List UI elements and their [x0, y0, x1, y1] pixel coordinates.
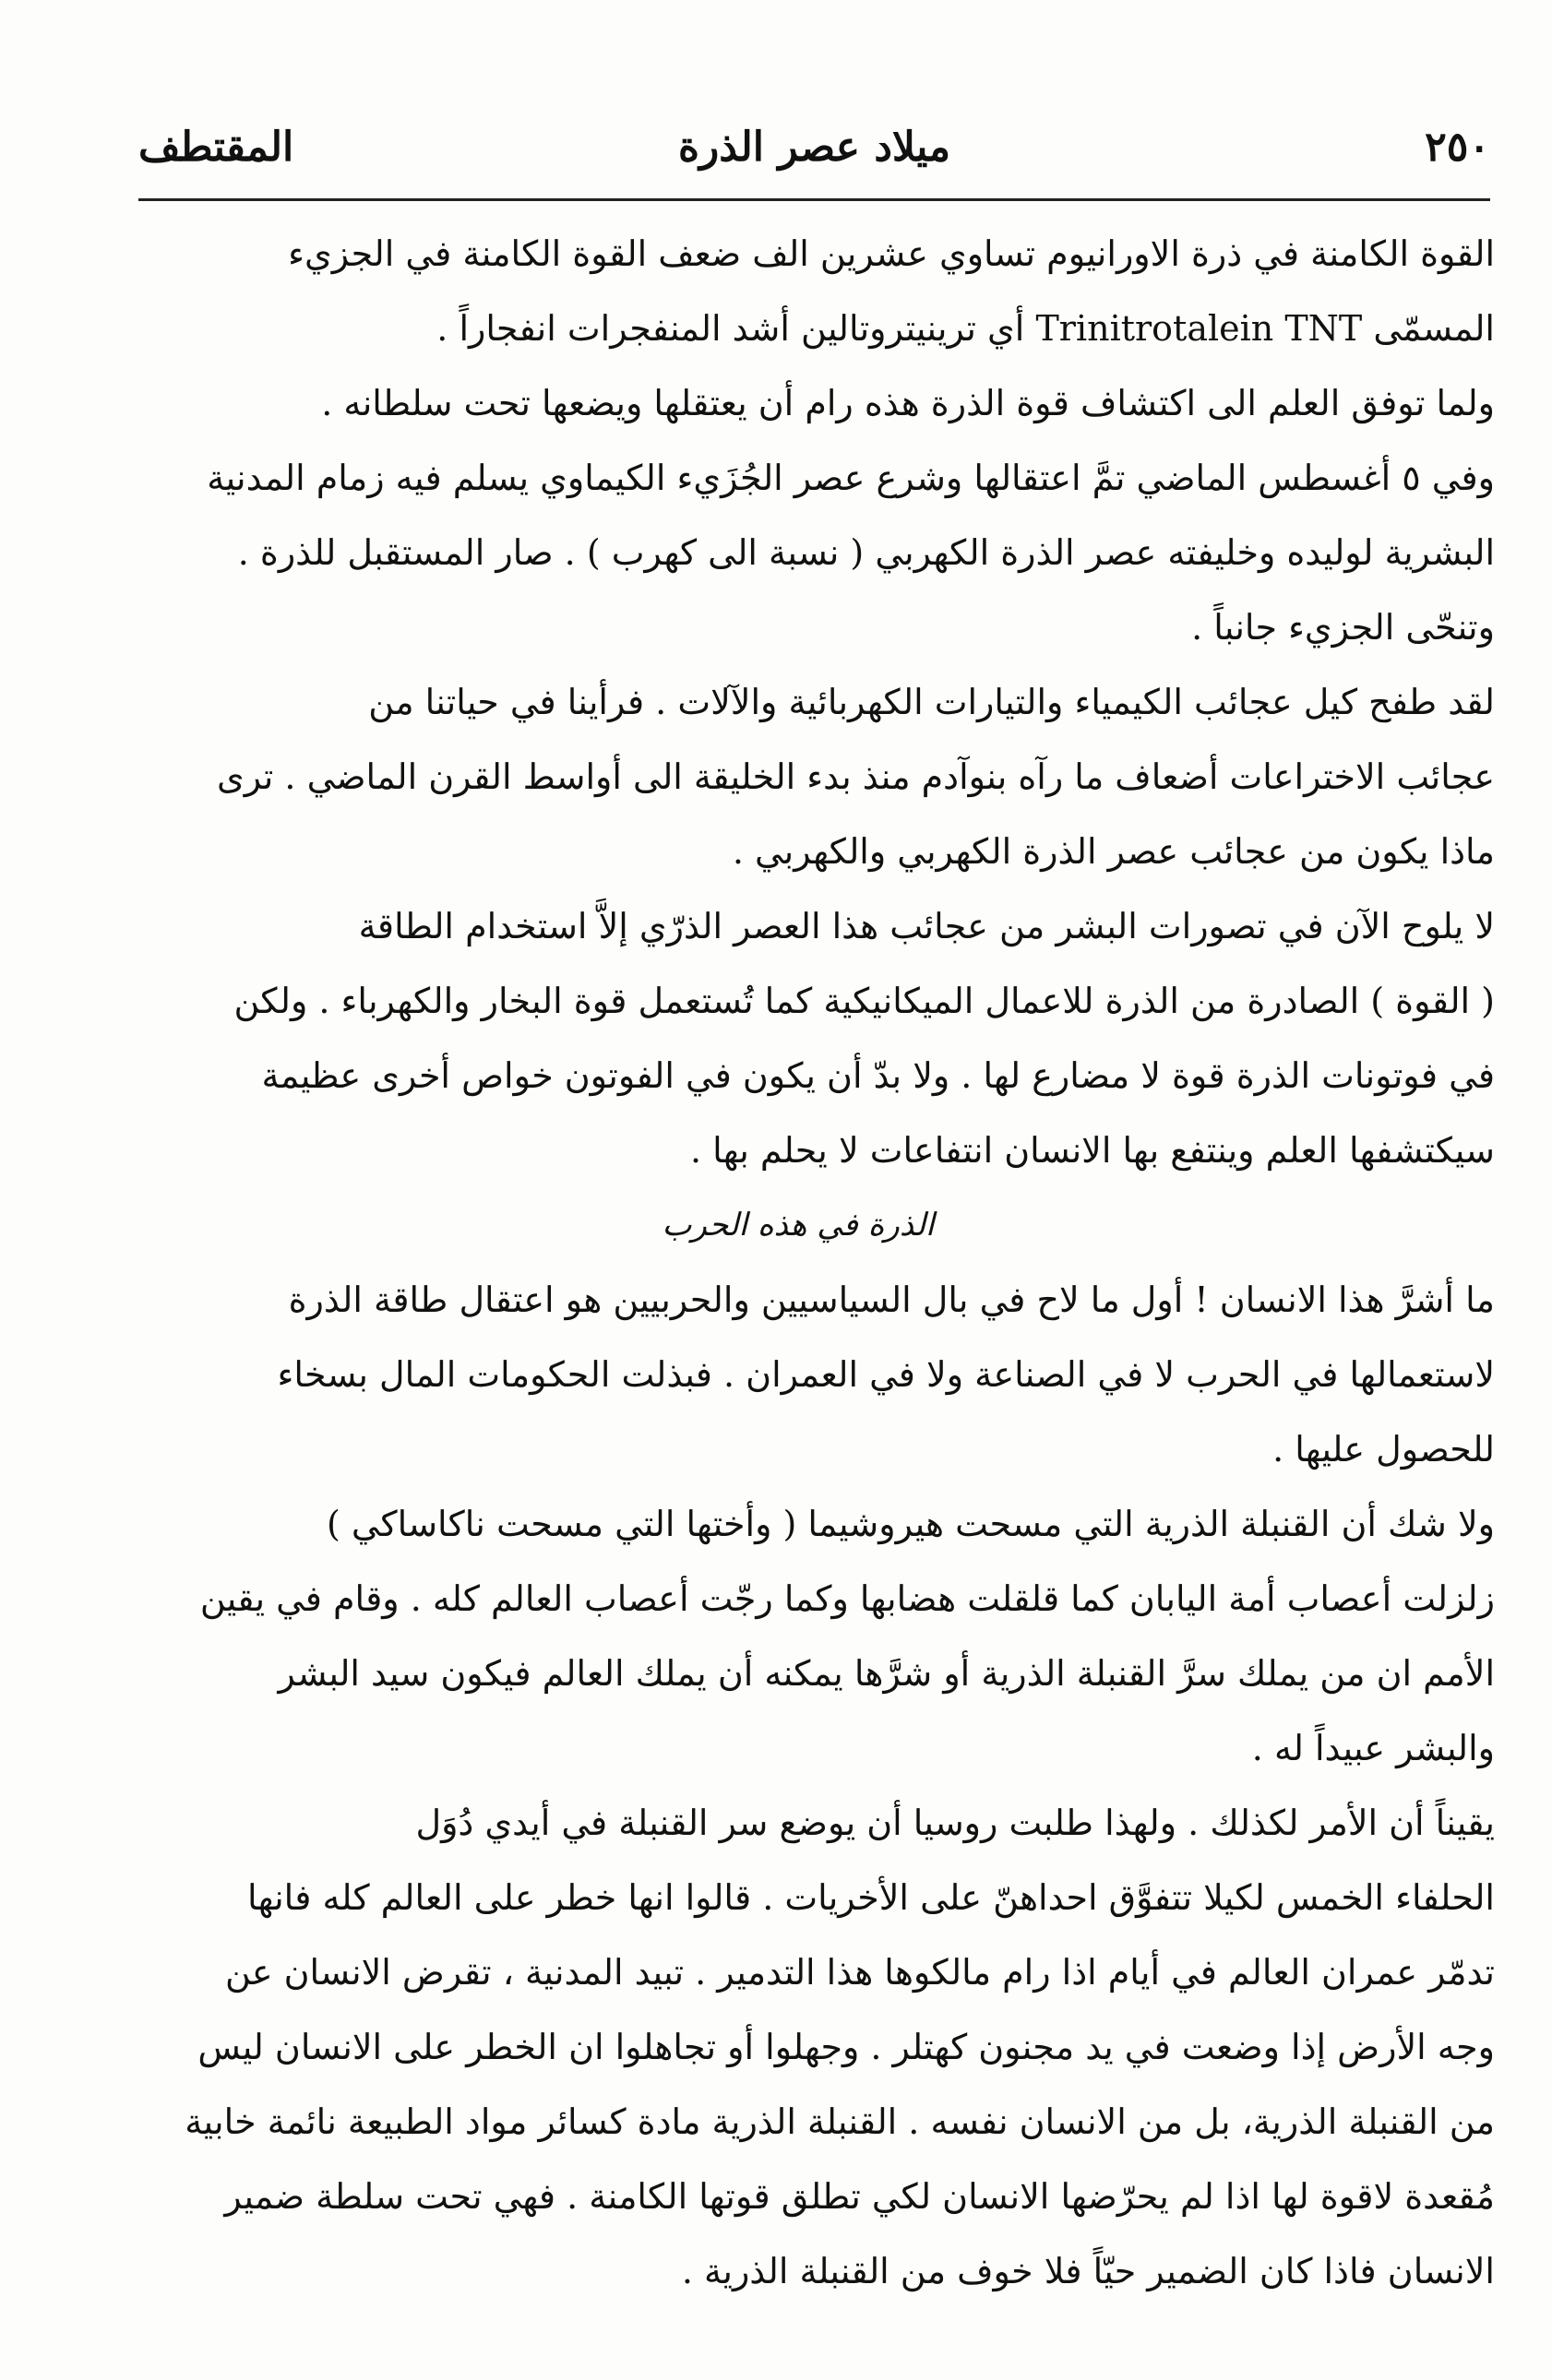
- text-line: ولما توفق العلم الى اكتشاف قوة الذرة هذه رام أن يعتقلها ويضعها تحت سلطانه .: [321, 383, 1495, 423]
- text-line: الحلفاء الخمس لكيلا تتفوَّق احداهنّ على الأخريات . قالوا انها خطر على العالم كله فانها: [247, 1877, 1495, 1918]
- text-line: والبشر عبيداً له .: [1251, 1728, 1495, 1768]
- running-title: ميلاد عصر الذرة: [677, 124, 951, 171]
- text-line: في فوتونات الذرة قوة لا مضارع لها . ولا بدّ أن يكون في الفوتون خواص أخرى عظيمة: [261, 1055, 1495, 1096]
- page-header: [138, 111, 1490, 184]
- text-line: تدمّر عمران العالم في أيام اذا رام مالكوها هذا التدمير . تبيد المدنية ، تقرض الانسان عن: [224, 1952, 1495, 1993]
- text-line: الانسان فاذا كان الضمير حيّاً فلا خوف من القنبلة الذرية .: [681, 2251, 1495, 2291]
- text-line: ( القوة ) الصادرة من الذرة للاعمال الميكانيكية كما تُستعمل قوة البخار والكهرباء . ولكن: [233, 981, 1495, 1021]
- text-line: الأمم ان من يملك سرَّ القنبلة الذرية أو شرَّها يمكنه أن يملك العالم فيكون سيد البشر: [278, 1653, 1495, 1694]
- text-line: للحصول عليها .: [1272, 1429, 1495, 1470]
- text-line: القوة الكامنة في ذرة الاورانيوم تساوي عشرين الف ضعف القوة الكامنة في الجزيء: [288, 233, 1495, 274]
- text-line: المسمّى Trinitrotalein TNT أي ترينيتروتالين أشد المنفجرات انفجاراً .: [436, 308, 1495, 349]
- journal-name: المقتطف: [138, 124, 294, 171]
- text-line: مُقعدة لاقوة لها اذا لم يحرّضها الانسان لكي تطلق قوتها الكامنة . فهي تحت سلطة ضمير: [224, 2176, 1495, 2217]
- text-line: زلزلت أعصاب أمة اليابان كما قلقلت هضابها وكما رجّت أعصاب العالم كله . وقام في يقين: [199, 1578, 1495, 1619]
- text-line: لاستعمالها في الحرب لا في الصناعة ولا في العمران . فبذلت الحكومات المال بسخاء: [277, 1354, 1495, 1395]
- text-line: من القنبلة الذرية، بل من الانسان نفسه . القنبلة الذرية مادة كسائر مواد الطبيعة نائمة خابية: [185, 2101, 1495, 2142]
- text-line: ما أشرَّ هذا الانسان ! أول ما لاح في بال السياسيين والحربيين هو اعتقال طاقة الذرة: [288, 1279, 1495, 1320]
- text-line: يقيناً أن الأمر لكذلك . ولهذا طلبت روسيا أن يوضع سر القنبلة في أيدي دُوَل: [415, 1803, 1495, 1843]
- text-line: ولا شك أن القنبلة الذرية التي مسحت هيروشيما ( وأختها التي مسحت ناكاساكي ): [326, 1504, 1495, 1544]
- text-line: لا يلوح الآن في تصورات البشر من عجائب هذا العصر الذرّي إلاَّ استخدام الطاقة: [358, 906, 1495, 946]
- article-body: [101, 217, 1495, 2309]
- section-heading: الذرة في هذه الحرب: [662, 1207, 935, 1244]
- text-line: ماذا يكون من عجائب عصر الذرة الكهربي والكهربي .: [732, 831, 1495, 872]
- text-line: عجائب الاختراعات أضعاف ما رآه بنوآدم منذ بدء الخليقة الى أواسط القرن الماضي . ترى: [217, 756, 1495, 797]
- page-number: ٢٥٠: [1425, 124, 1490, 171]
- text-line: لقد طفح كيل عجائب الكيمياء والتيارات الكهربائية والآلات . فرأينا في حياتنا من: [368, 682, 1495, 722]
- text-line: سيكتشفها العلم وينتفع بها الانسان انتفاعات لا يحلم بها .: [689, 1130, 1495, 1171]
- text-line: وفي ٥ أغسطس الماضي تمَّ اعتقالها وشرع عصر الجُزَيء الكيماوي يسلم فيه زمام المدنية: [207, 458, 1495, 498]
- header-rule: [138, 198, 1490, 201]
- text-line: وجه الأرض إذا وضعت في يد مجنون كهتلر . وجهلوا أو تجاهلوا ان الخطر على الانسان ليس: [197, 2027, 1495, 2067]
- text-line: وتنحّى الجزيء جانباً .: [1191, 607, 1495, 648]
- text-line: البشرية لوليده وخليفته عصر الذرة الكهربي ( نسبة الى كهرب ) . صار المستقبل للذرة .: [237, 532, 1495, 573]
